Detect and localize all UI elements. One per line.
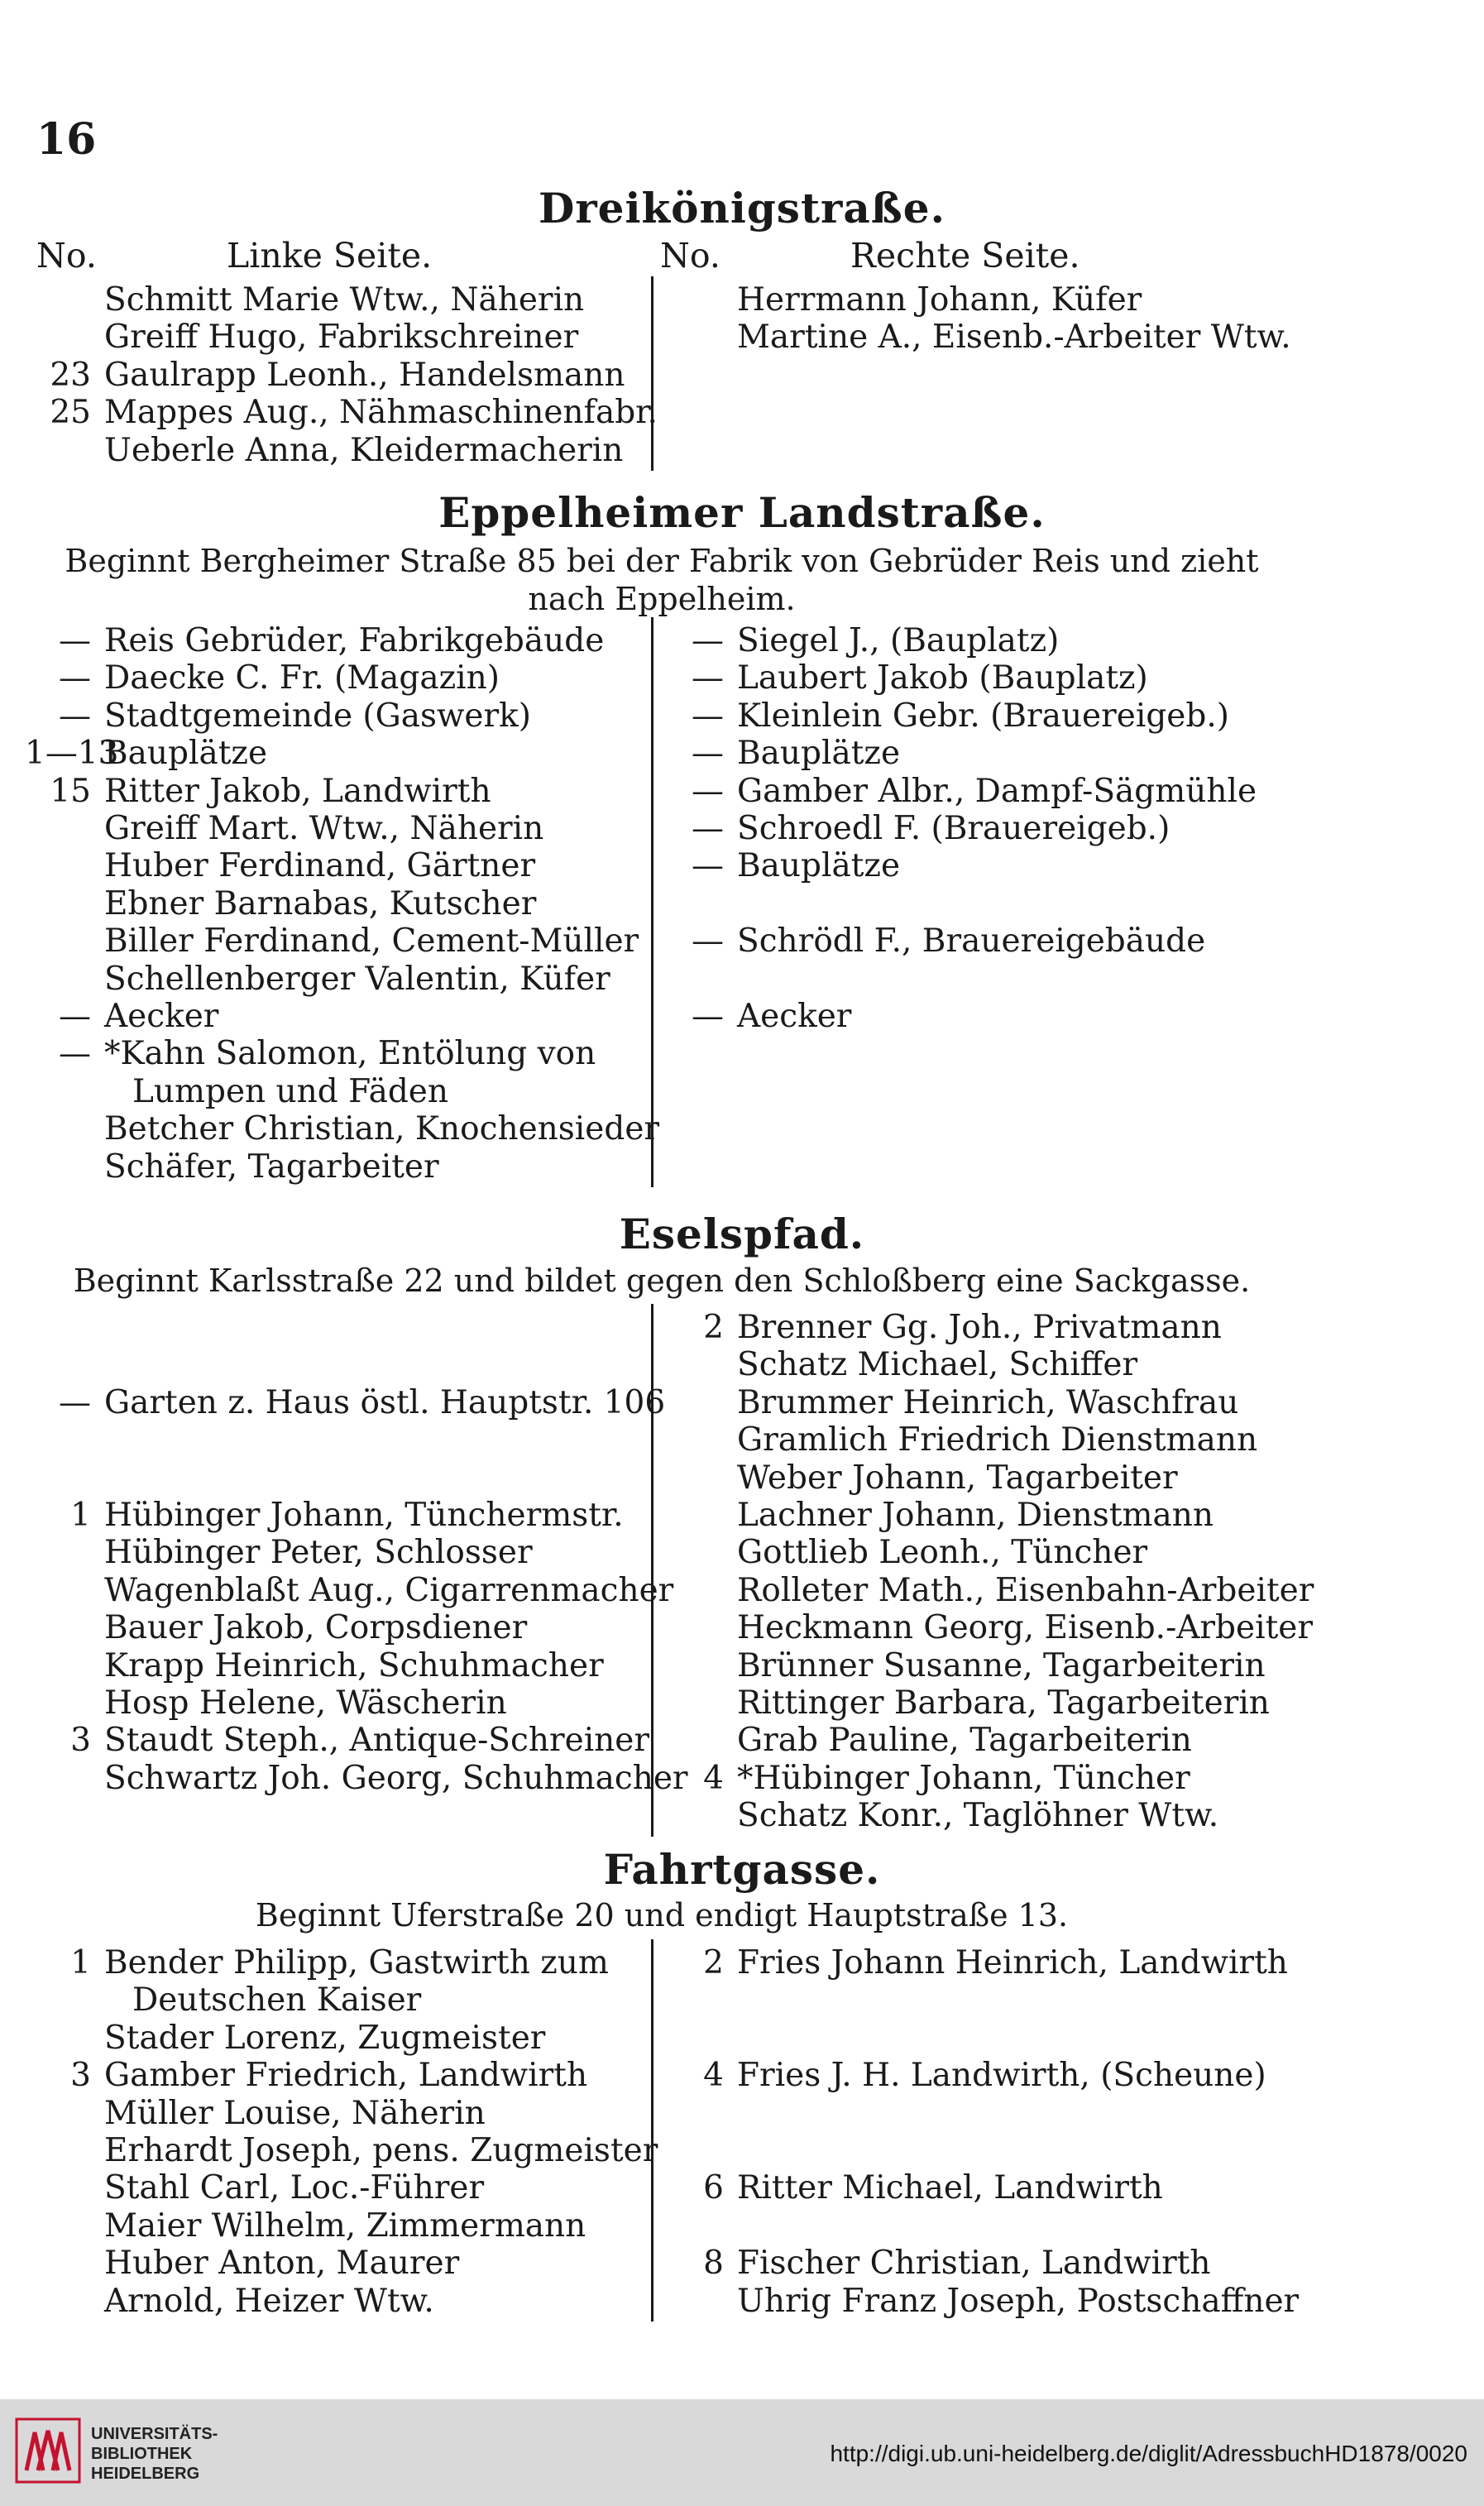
resident-entry: Kleinlein Gebr. (Brauereigeb.) — [737, 697, 1229, 735]
right-side-header: Rechte Seite. — [850, 236, 1080, 276]
resident-entry: Brenner Gg. Joh., Privatmann — [737, 1309, 1222, 1346]
house-number: — — [692, 622, 724, 659]
resident-entry: Laubert Jakob (Bauplatz) — [737, 659, 1148, 697]
column-divider — [651, 617, 653, 1187]
house-number: — — [692, 697, 724, 735]
house-number: 15 — [50, 772, 91, 810]
resident-entry: Rolleter Math., Eisenbahn-Arbeiter — [737, 1571, 1314, 1609]
resident-entry: Greiff Hugo, Fabrikschreiner — [104, 319, 579, 357]
left-side-header: Linke Seite. — [227, 236, 433, 276]
resident-entry: Fries J. H. Landwirth, (Scheune) — [737, 2057, 1266, 2095]
section-heading: Fahrtgasse. — [603, 1845, 881, 1894]
house-number: — — [59, 1035, 91, 1073]
resident-entry: Staudt Steph., Antique-Schreiner — [104, 1722, 650, 1760]
house-number: — — [59, 697, 91, 735]
resident-entry: Weber Johann, Tagarbeiter — [737, 1459, 1178, 1497]
resident-entry: Stahl Carl, Loc.-Führer — [104, 2169, 485, 2207]
resident-entry: Aecker — [737, 998, 852, 1035]
resident-entry: Krapp Heinrich, Schuhmacher — [104, 1646, 604, 1684]
section-heading: Eselspfad. — [619, 1210, 865, 1258]
resident-entry: Schrödl F., Brauereigebäude — [737, 922, 1206, 961]
resident-entry: Lachner Johann, Dienstmann — [737, 1497, 1214, 1534]
house-number: — — [59, 1383, 91, 1421]
resident-entry: Hübinger Johann, Tünchermstr. — [104, 1497, 624, 1534]
resident-entry: Bender Philipp, Gastwirth zum — [104, 1944, 609, 1981]
resident-entry: Martine A., Eisenb.-Arbeiter Wtw. — [737, 319, 1291, 357]
resident-entry: Ueberle Anna, Kleidermacherin — [104, 431, 624, 469]
resident-entry: Stadtgemeinde (Gaswerk) — [104, 697, 532, 735]
resident-entry: Hosp Helene, Wäscherin — [104, 1684, 507, 1722]
resident-entry: Ebner Barnabas, Kutscher — [104, 884, 537, 922]
left-no-header: No. — [36, 236, 97, 276]
house-number: — — [692, 998, 724, 1035]
resident-entry: Arnold, Heizer Wtw. — [104, 2282, 434, 2320]
resident-entry: Schatz Michael, Schiffer — [737, 1346, 1138, 1384]
column-divider — [651, 276, 653, 471]
house-number: — — [692, 810, 724, 847]
resident-entry: Reis Gebrüder, Fabrikgebäude — [104, 622, 605, 659]
house-number: 2 — [703, 1309, 724, 1346]
source-url-link[interactable]: http://digi.ub.uni-heidelberg.de/diglit/AdressbuchHD1878/0020 — [830, 2441, 1467, 2466]
resident-entry: Hübinger Peter, Schlosser — [104, 1534, 533, 1572]
house-number: 1 — [70, 1944, 91, 1981]
resident-entry: Bauer Jakob, Corpsdiener — [104, 1609, 528, 1647]
resident-entry: Garten z. Haus östl. Hauptstr. 106 — [104, 1383, 666, 1421]
house-number: 23 — [50, 356, 91, 394]
resident-entry: Schäfer, Tagarbeiter — [104, 1148, 439, 1186]
resident-entry: Bauplätze — [737, 847, 901, 885]
right-no-header: No. — [660, 236, 720, 276]
library-logo-icon — [15, 2417, 81, 2484]
section-intro: Beginnt Bergheimer Straße 85 bei der Fabrik von Gebrüder Reis und zieht nach Eppelheim. — [65, 543, 1259, 617]
resident-entry: Uhrig Franz Joseph, Postschaffner — [737, 2282, 1300, 2320]
house-number: 2 — [703, 1944, 724, 1981]
house-number: 25 — [50, 394, 91, 432]
section-heading: Dreikönigstraße. — [538, 184, 945, 232]
resident-entry: Gaulrapp Leonh., Handelsmann — [104, 356, 625, 394]
resident-entry: Maier Wilhelm, Zimmermann — [104, 2207, 586, 2245]
house-number: — — [692, 772, 724, 810]
resident-entry: Fischer Christian, Landwirth — [737, 2245, 1211, 2283]
resident-entry: Mappes Aug., Nähmaschinenfabr. — [104, 394, 658, 432]
resident-entry: Fries Johann Heinrich, Landwirth — [737, 1944, 1288, 1981]
resident-entry: Gramlich Friedrich Dienstmann — [737, 1421, 1258, 1459]
section-heading: Eppelheimer Landstraße. — [438, 488, 1046, 537]
section-intro: Beginnt Karlsstraße 22 und bildet gegen den Schloßberg eine Sackgasse. — [73, 1263, 1251, 1299]
resident-entry: Deutschen Kaiser — [132, 1981, 422, 2020]
resident-entry: Schwartz Joh. Georg, Schuhmacher — [104, 1759, 688, 1797]
resident-entry: Rittinger Barbara, Tagarbeiterin — [737, 1684, 1270, 1722]
house-number: 1 — [70, 1497, 91, 1534]
resident-entry: Erhardt Joseph, pens. Zugmeister — [104, 2132, 658, 2169]
house-number: 8 — [703, 2245, 724, 2283]
resident-entry: *Kahn Salomon, Entölung von — [104, 1035, 596, 1073]
house-number: — — [692, 735, 724, 773]
house-number: 6 — [703, 2169, 724, 2207]
house-number: — — [692, 659, 724, 697]
column-divider — [651, 1939, 653, 2322]
resident-entry: Gamber Friedrich, Landwirth — [104, 2057, 588, 2095]
resident-entry: Betcher Christian, Knochensieder — [104, 1110, 660, 1148]
resident-entry: Grab Pauline, Tagarbeiterin — [737, 1722, 1192, 1760]
resident-entry: Schmitt Marie Wtw., Näherin — [104, 281, 585, 319]
resident-entry: Gamber Albr., Dampf-Sägmühle — [737, 772, 1257, 810]
resident-entry: Daecke C. Fr. (Magazin) — [104, 659, 500, 697]
house-number: 3 — [70, 2057, 91, 2095]
house-number: — — [692, 847, 724, 885]
section-intro: Beginnt Uferstraße 20 und endigt Hauptstraße 13. — [255, 1897, 1069, 1933]
resident-entry: Müller Louise, Näherin — [104, 2094, 486, 2132]
house-number: 1—13 — [25, 735, 119, 773]
house-number: 3 — [70, 1722, 91, 1760]
resident-entry: Brünner Susanne, Tagarbeiterin — [737, 1646, 1266, 1684]
house-number: 4 — [703, 1759, 724, 1797]
resident-entry: Schroedl F. (Brauereigeb.) — [737, 810, 1170, 847]
resident-entry: Wagenblaßt Aug., Cigarrenmacher — [104, 1571, 674, 1609]
resident-entry: Bauplätze — [104, 735, 268, 773]
resident-entry: Aecker — [104, 998, 219, 1035]
resident-entry: Huber Ferdinand, Gärtner — [104, 847, 536, 885]
resident-entry: Greiff Mart. Wtw., Näherin — [104, 810, 544, 847]
resident-entry: Huber Anton, Maurer — [104, 2245, 460, 2283]
page-number: 16 — [36, 114, 97, 165]
resident-entry: Stader Lorenz, Zugmeister — [104, 2019, 546, 2057]
resident-entry: Ritter Michael, Landwirth — [737, 2169, 1163, 2207]
house-number: — — [59, 998, 91, 1035]
resident-entry: Lumpen und Fäden — [132, 1072, 448, 1110]
house-number: — — [692, 922, 724, 961]
resident-entry: Bauplätze — [737, 735, 901, 773]
resident-entry: Schellenberger Valentin, Küfer — [104, 960, 610, 998]
resident-entry: Schatz Konr., Taglöhner Wtw. — [737, 1797, 1219, 1835]
resident-entry: Gottlieb Leonh., Tüncher — [737, 1534, 1148, 1572]
resident-entry: Ritter Jakob, Landwirth — [104, 772, 491, 810]
house-number: 4 — [703, 2057, 724, 2095]
library-name: UNIVERSITÄTS- BIBLIOTHEK HEIDELBERG — [91, 2425, 218, 2483]
resident-entry: Heckmann Georg, Eisenb.-Arbeiter — [737, 1609, 1313, 1647]
house-number: — — [59, 659, 91, 697]
resident-entry: Brummer Heinrich, Waschfrau — [737, 1383, 1239, 1421]
resident-entry: Siegel J., (Bauplatz) — [737, 622, 1060, 659]
resident-entry: Herrmann Johann, Küfer — [737, 281, 1142, 319]
resident-entry: *Hübinger Johann, Tüncher — [737, 1759, 1190, 1797]
resident-entry: Biller Ferdinand, Cement-Müller — [104, 922, 639, 961]
footer-bar — [0, 2399, 1484, 2506]
house-number: — — [59, 622, 91, 659]
